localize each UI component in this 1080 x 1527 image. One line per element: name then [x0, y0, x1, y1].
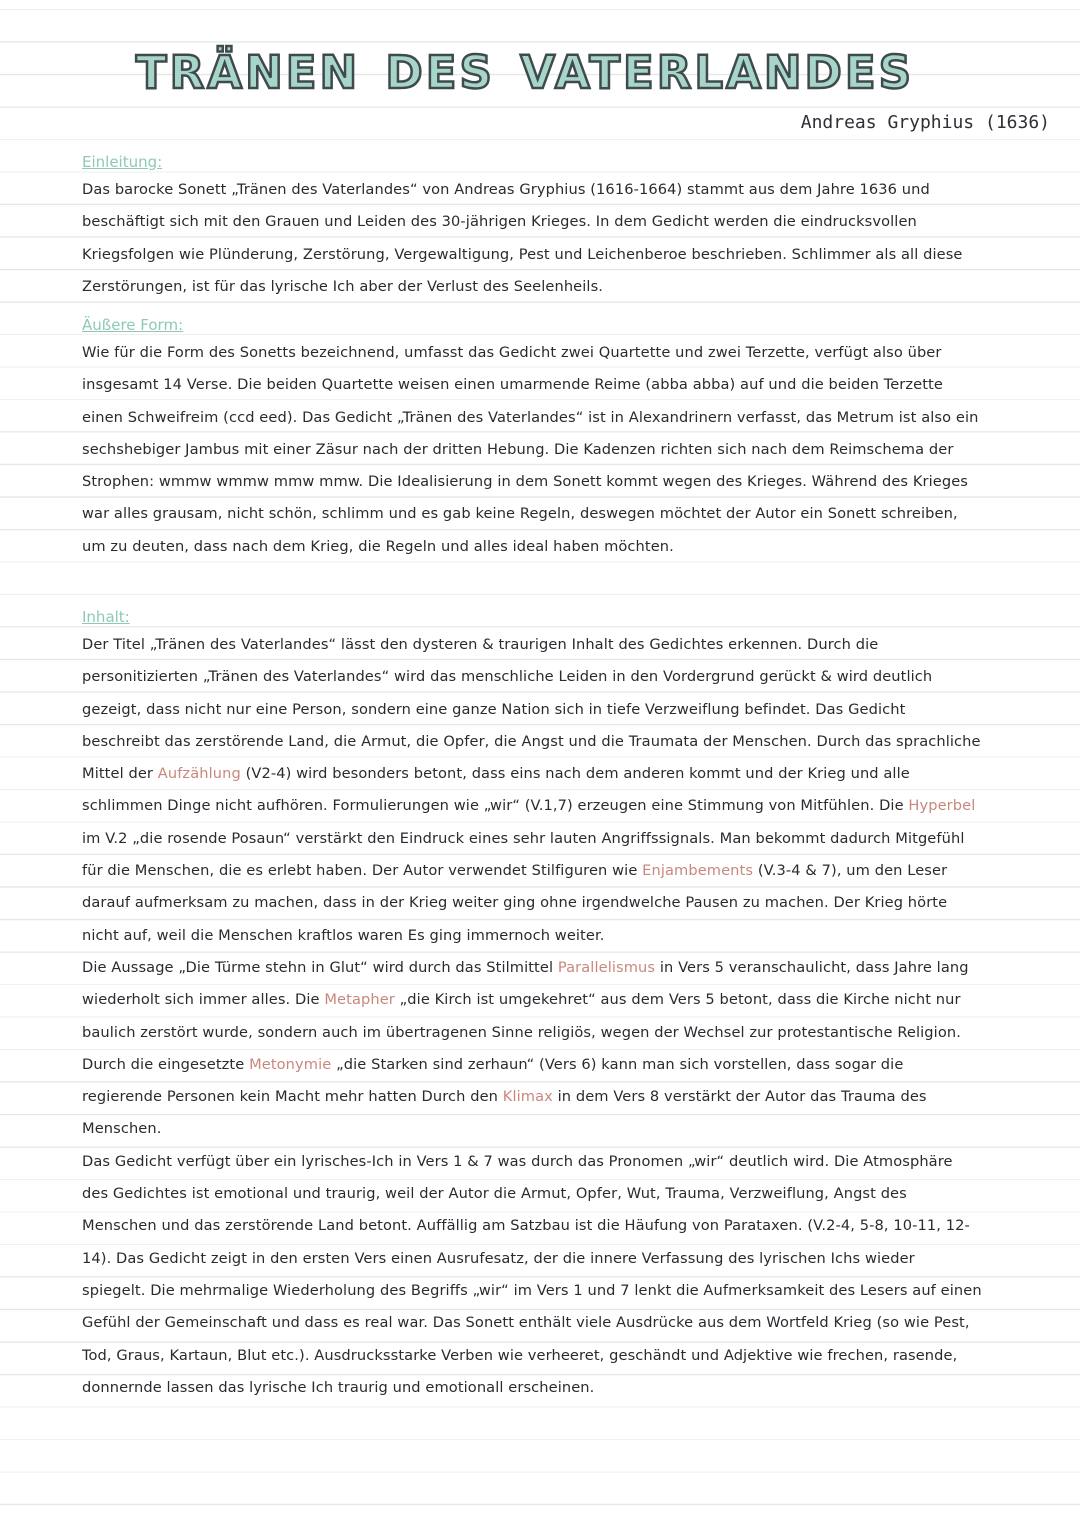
term-metapher: Metapher — [324, 991, 395, 1009]
p2-part-c: „die Kirch ist umgekehret“ aus dem Vers 5 betont, dass die Kirche nicht nur baulich zerstört wurde, sondern auch im übertragenen Sinne religiös, wegen der Wechsel zur protestantische Religion. Durch die eingesetzte — [82, 991, 961, 1073]
text-form: Wie für die Form des Sonetts bezeichnend, umfasst das Gedicht zwei Quartette und zwei Terzette, verfügt also über insgesamt 14 Verse. Die beiden Quartette weisen einen umarmende Reime (abba abba) auf und die beiden Terzette einen Schweifreim (ccd eed). Das Gedicht „Tränen des Vaterlandes“ ist in Alexandrinern verfasst, das Metrum ist also ein sechshebiger Jambus mit einer Zäsur nach der dritten Hebung. Die Kadenzen richten sich nach dem Reimschema der Strophen: wmmw wmmw mmw mmw. Die Idealisierung in dem Sonett kommt wegen des Krieges. Während des Krieges war alles grausam, nicht schön, schlimm und es gab keine Regeln, deswegen möchtet der Autor ein Sonett schreiben, um zu deuten, dass nach dem Krieg, die Regeln und alles ideal haben möchten. — [82, 344, 979, 555]
p1-part-c: im V.2 „die rosende Posaun“ verstärkt den Eindruck eines sehr lauten Angriffssignals. Man bekommt dadurch Mitgefühl für die Menschen, die es erlebt haben. Der Autor verwendet Stilfiguren wie — [82, 829, 965, 880]
text-inhalt-p1 — [82, 629, 982, 952]
p1-part-d: (V.3-4 & 7), um den Leser darauf aufmerksam zu machen, dass in der Krieg weiter ging ohne irgendwelche Pausen zu machen. Der Krieg hörte nicht auf, weil die Menschen kraftlos waren Es ging immernoch weiter. — [82, 862, 948, 944]
heading-einleitung: Einleitung: — [82, 153, 163, 171]
section-einleitung — [82, 150, 982, 303]
text-inhalt-p3: Das Gedicht verfügt über ein lyrisches-Ich in Vers 1 & 7 was durch das Pronomen „wir“ deutlich wird. Die Atmosphäre des Gedichtes ist emotional und traurig, weil der Autor die Armut, Opfer, Wut, Trauma, Verzweiflung, Angst des Menschen und das zerstörende Land betont. Auffällig am Satzbau ist die Häufung von Parataxen. (V.2-4, 5-8, 10-11, 12-14). Das Gedicht zeigt in den ersten Vers einen Ausrufesatz, der die innere Verfassung des lyrischen Ichs wieder spiegelt. Die mehrmalige Wiederholung des Begriffs „wir“ im Vers 1 und 7 lenkt die Aufmerksamkeit des Lesers auf einen Gefühl der Gemeinschaft und dass es real war. Das Sonett enthält viele Ausdrücke aus dem Wortfeld Krieg (so wie Pest, Tod, Graus, Kartaun, Blut etc.). Ausdrucksstarke Verben wie verheeret, geschändt und Adjektive wie frechen, rasende, donnernde lassen das lyrische Ich traurig und emotionall erscheinen. — [82, 1152, 982, 1396]
heading-inhalt: Inhalt: — [82, 608, 130, 626]
p2-part-e: in dem Vers 8 verstärkt der Autor das Trauma des Menschen. — [82, 1088, 927, 1138]
term-klimax: Klimax — [502, 1088, 553, 1106]
p1-part-a: Der Titel „Tränen des Vaterlandes“ lässt den dysteren & traurigen Inhalt des Gedichtes erkennen. Durch die personitizierten „Tränen des Vaterlandes“ wird das menschliche Leiden in den Vordergrund gerückt & wird deutlich gezeigt, dass nicht nur eine Person, sondern eine ganze Nation sich in tiefe Verzweiflung befindet. Das Gedicht beschreibt das zerstörende Land, die Armut, die Opfer, die Angst und die Traumata der Menschen. Durch das sprachliche Mittel der — [82, 636, 981, 783]
author-line: Andreas Gryphius (1636) — [800, 112, 1050, 133]
page-title: tränen des vaterlandes — [135, 30, 915, 104]
section-form — [82, 313, 982, 563]
text-inhalt-p2 — [82, 952, 982, 1146]
term-enjambements: Enjambements — [642, 862, 754, 880]
term-aufzaehlung: Aufzählung — [157, 765, 241, 783]
term-metonymie: Metonymie — [249, 1055, 332, 1073]
p2-part-a: Die Aussage „Die Türme stehn in Glut“ wird durch das Stilmittel — [82, 958, 554, 976]
text-einleitung: Das barocke Sonett „Tränen des Vaterlandes“ von Andreas Gryphius (1616-1664) stammt aus dem Jahre 1636 und beschäftigt sich mit den Grauen und Leiden des 30-jährigen Krieges. In dem Gedicht werden die eindrucksvollen Kriegsfolgen wie Plünderung, Zerstörung, Vergewaltigung, Pest und Leichenberoe beschrieben. Schlimmer als all diese Zerstörungen, ist für das lyrische Ich aber der Verlust des Seelenheils. — [82, 181, 963, 295]
heading-form: Äußere Form: — [82, 316, 184, 334]
section-inhalt — [82, 605, 982, 1404]
p1-part-b: (V2-4) wird besonders betont, dass eins nach dem anderen kommt und der Krieg und alle schlimmen Dinge nicht aufhören. Formulierungen wie „wir“ (V.1,7) erzeugen eine Stimmung von Mitfühlen. Die — [82, 765, 910, 815]
p2-part-d: „die Starken sind zerhaun“ (Vers 6) kann man sich vorstellen, dass sogar die regierende Personen kein Macht mehr hatten Durch den — [82, 1055, 904, 1106]
term-hyperbel: Hyperbel — [908, 797, 976, 815]
term-parallelismus: Parallelismus — [557, 958, 656, 976]
p2-part-b: in Vers 5 veranschaulicht, dass Jahre lang wiederholt sich immer alles. Die — [82, 958, 969, 1009]
